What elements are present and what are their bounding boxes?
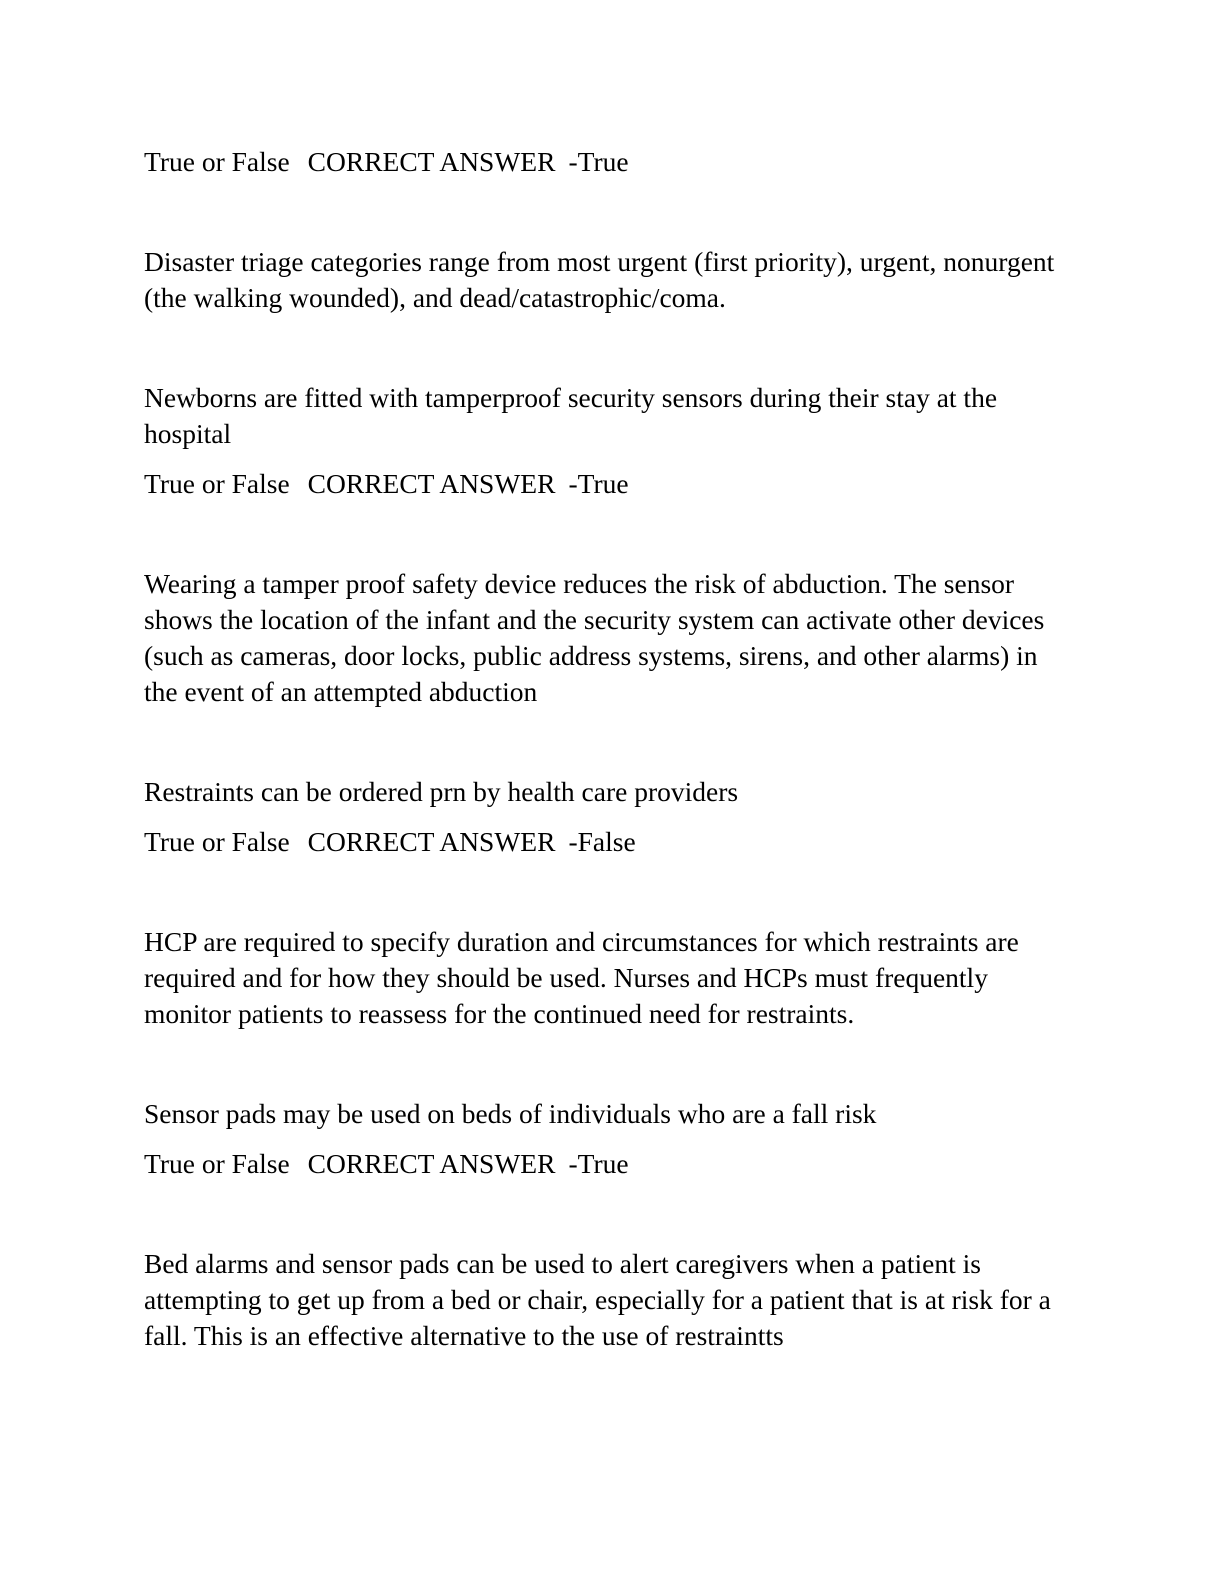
correct-answer-marker: CORRECT ANSWER (307, 146, 556, 177)
answer-value: -True (568, 468, 629, 499)
question-statement: Sensor pads may be used on beds of individuals who are a fall risk (144, 1098, 877, 1129)
question-statement: Restraints can be ordered prn by health care providers (144, 776, 739, 807)
answer-value: -True (568, 146, 629, 177)
true-false-prompt: True or False (144, 146, 290, 177)
correct-answer-marker: CORRECT ANSWER (307, 468, 556, 499)
document-page (144, 0, 1066, 1354)
answer-line (144, 824, 1066, 860)
question-statement: Disaster triage categories range from most urgent (first priority), urgent, nonurgent (the walking wounded), and dead/catastrophic/coma. (144, 246, 1055, 313)
correct-answer-marker: CORRECT ANSWER (307, 1148, 556, 1179)
answer-line (144, 466, 1066, 502)
true-false-prompt: True or False (144, 826, 290, 857)
answer-line (144, 144, 1066, 180)
question-statement: Bed alarms and sensor pads can be used to alert caregivers when a patient is attempting to get up from a bed or chair, especially for a patient that is at risk for a fall. This is an effective alternative to the use of restraintts (144, 1248, 1051, 1351)
question-statement: Newborns are fitted with tamperproof security sensors during their stay at the hospital (144, 382, 998, 449)
correct-answer-marker: CORRECT ANSWER (307, 826, 556, 857)
question-statement: Wearing a tamper proof safety device reduces the risk of abduction. The sensor shows the location of the infant and the security system can activate other devices (such as cameras, door locks, public address systems, sirens, and other alarms) in the event of an attempted abduction (144, 568, 1045, 707)
answer-value: -False (568, 826, 636, 857)
answer-line (144, 1146, 1066, 1182)
true-false-prompt: True or False (144, 468, 290, 499)
true-false-prompt: True or False (144, 1148, 290, 1179)
answer-value: -True (568, 1148, 629, 1179)
question-statement: HCP are required to specify duration and circumstances for which restraints are required and for how they should be used. Nurses and HCPs must frequently monitor patients to reassess for the continued need for restraints. (144, 926, 1019, 1029)
